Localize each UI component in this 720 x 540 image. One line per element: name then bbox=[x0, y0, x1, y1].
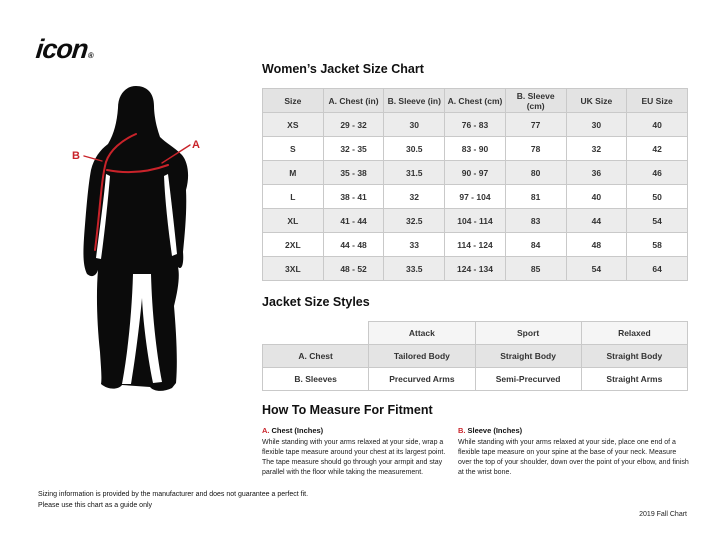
sleeve-instruction-text: While standing with your arms relaxed at your side, place one end of a flexible tape measure on your spine at the base of your neck. Measure over the top of your shoulder, down over the point of your elbow, and finish at the wrist bone. bbox=[458, 438, 689, 477]
size-styles-cell-0-1: Tailored Body bbox=[369, 345, 475, 368]
size-chart-cell-5-6: 58 bbox=[627, 233, 688, 257]
size-chart-cell-0-2: 30 bbox=[384, 113, 445, 137]
size-styles-column-header-0 bbox=[263, 322, 369, 345]
size-chart-cell-1-2: 30.5 bbox=[384, 137, 445, 161]
size-chart-cell-2-4: 80 bbox=[505, 161, 566, 185]
size-chart-cell-3-1: 38 - 41 bbox=[323, 185, 384, 209]
size-chart-cell-3-2: 32 bbox=[384, 185, 445, 209]
size-chart-column-header-6: EU Size bbox=[627, 89, 688, 113]
size-chart-cell-6-0: 3XL bbox=[263, 257, 324, 281]
chest-label-a: A bbox=[192, 139, 200, 151]
chart-version-label: 2019 Fall Chart bbox=[639, 511, 687, 518]
size-chart-cell-5-2: 33 bbox=[384, 233, 445, 257]
size-chart-row-2 bbox=[263, 161, 688, 185]
size-chart-cell-4-6: 54 bbox=[627, 209, 688, 233]
size-chart-cell-0-6: 40 bbox=[627, 113, 688, 137]
size-chart-column-header-4: B. Sleeve (cm) bbox=[505, 89, 566, 113]
size-styles-column-header-3: Relaxed bbox=[581, 322, 687, 345]
size-chart-cell-0-5: 30 bbox=[566, 113, 627, 137]
disclaimer-line-2: Please use this chart as a guide only bbox=[38, 501, 153, 509]
size-chart-column-header-0: Size bbox=[263, 89, 324, 113]
size-chart-cell-6-1: 48 - 52 bbox=[323, 257, 384, 281]
size-chart-cell-6-6: 64 bbox=[627, 257, 688, 281]
sleeve-label-b: B bbox=[72, 150, 80, 162]
size-chart-cell-6-4: 85 bbox=[505, 257, 566, 281]
size-styles-cell-0-0: A. Chest bbox=[263, 345, 369, 368]
chest-heading-text: Chest (Inches) bbox=[271, 426, 324, 435]
size-chart-cell-5-4: 84 bbox=[505, 233, 566, 257]
size-chart-cell-5-0: 2XL bbox=[263, 233, 324, 257]
size-chart-cell-2-5: 36 bbox=[566, 161, 627, 185]
size-chart-body bbox=[263, 113, 688, 281]
size-chart-cell-2-2: 31.5 bbox=[384, 161, 445, 185]
size-chart-cell-0-4: 77 bbox=[505, 113, 566, 137]
size-chart-row-6 bbox=[263, 257, 688, 281]
sleeve-letter: B. bbox=[458, 426, 466, 435]
disclaimer-line-1: Sizing information is provided by the manufacturer and does not guarantee a perfect fit. bbox=[38, 491, 309, 498]
size-styles-row-1 bbox=[263, 368, 688, 391]
size-styles-cell-1-3: Straight Arms bbox=[581, 368, 687, 391]
size-chart-cell-1-3: 83 - 90 bbox=[445, 137, 506, 161]
size-chart-column-header-3: A. Chest (cm) bbox=[445, 89, 506, 113]
chest-instruction-text: While standing with your arms relaxed at your side, wrap a flexible tape measure around your chest at its largest point. The tape measure should go through your armpit and stay parallel with the floor while taking the measurement. bbox=[262, 438, 446, 477]
size-styles-row-0 bbox=[263, 345, 688, 368]
female-silhouette-graphic bbox=[50, 62, 250, 402]
size-chart-cell-6-5: 54 bbox=[566, 257, 627, 281]
size-styles-cell-0-3: Straight Body bbox=[581, 345, 687, 368]
size-chart-cell-5-5: 48 bbox=[566, 233, 627, 257]
size-chart-cell-3-0: L bbox=[263, 185, 324, 209]
sizing-disclaimer bbox=[38, 490, 308, 511]
sleeve-measure-instructions bbox=[458, 426, 690, 478]
chest-measure-instructions bbox=[262, 426, 452, 478]
size-chart-row-1 bbox=[263, 137, 688, 161]
logo-text: icon bbox=[34, 34, 90, 64]
chest-letter: A. bbox=[262, 426, 270, 435]
size-chart-cell-6-3: 124 - 134 bbox=[445, 257, 506, 281]
size-chart-row-5 bbox=[263, 233, 688, 257]
size-chart-cell-4-5: 44 bbox=[566, 209, 627, 233]
sleeve-instruction-heading bbox=[458, 426, 690, 437]
size-chart-cell-2-6: 46 bbox=[627, 161, 688, 185]
size-styles-header-row bbox=[263, 322, 688, 345]
size-styles-cell-0-2: Straight Body bbox=[475, 345, 581, 368]
size-styles-title: Jacket Size Styles bbox=[262, 295, 370, 309]
registered-trademark: ® bbox=[87, 51, 94, 60]
size-chart-cell-1-1: 32 - 35 bbox=[323, 137, 384, 161]
size-chart-column-header-5: UK Size bbox=[566, 89, 627, 113]
size-chart-cell-1-6: 42 bbox=[627, 137, 688, 161]
size-chart-cell-2-3: 90 - 97 bbox=[445, 161, 506, 185]
measure-section-title: How To Measure For Fitment bbox=[262, 403, 433, 417]
size-chart-cell-4-2: 32.5 bbox=[384, 209, 445, 233]
size-chart-cell-0-1: 29 - 32 bbox=[323, 113, 384, 137]
size-chart-cell-3-4: 81 bbox=[505, 185, 566, 209]
size-chart-cell-4-1: 41 - 44 bbox=[323, 209, 384, 233]
size-styles-cell-1-0: B. Sleeves bbox=[263, 368, 369, 391]
size-chart-cell-3-5: 40 bbox=[566, 185, 627, 209]
size-chart-cell-1-4: 78 bbox=[505, 137, 566, 161]
size-chart-cell-0-3: 76 - 83 bbox=[445, 113, 506, 137]
size-chart-cell-0-0: XS bbox=[263, 113, 324, 137]
size-chart-cell-2-1: 35 - 38 bbox=[323, 161, 384, 185]
size-chart-cell-1-0: S bbox=[263, 137, 324, 161]
size-styles-table bbox=[262, 321, 688, 391]
size-chart-cell-2-0: M bbox=[263, 161, 324, 185]
size-chart-row-4 bbox=[263, 209, 688, 233]
size-styles-cell-1-1: Precurved Arms bbox=[369, 368, 475, 391]
size-styles-column-header-2: Sport bbox=[475, 322, 581, 345]
size-chart-header-row bbox=[263, 89, 688, 113]
size-chart-row-3 bbox=[263, 185, 688, 209]
sleeve-heading-text: Sleeve (Inches) bbox=[467, 426, 523, 435]
size-styles-column-header-1: Attack bbox=[369, 322, 475, 345]
size-chart-cell-4-4: 83 bbox=[505, 209, 566, 233]
chest-instruction-heading bbox=[262, 426, 452, 437]
size-chart-cell-1-5: 32 bbox=[566, 137, 627, 161]
size-chart-table bbox=[262, 88, 688, 281]
size-chart-title: Women’s Jacket Size Chart bbox=[262, 62, 424, 76]
size-chart-header bbox=[263, 89, 688, 113]
icon-brand-logo bbox=[34, 34, 95, 65]
size-chart-row-0 bbox=[263, 113, 688, 137]
size-chart-column-header-1: A. Chest (in) bbox=[323, 89, 384, 113]
size-chart-cell-5-1: 44 - 48 bbox=[323, 233, 384, 257]
size-styles-cell-1-2: Semi-Precurved bbox=[475, 368, 581, 391]
size-chart-column-header-2: B. Sleeve (in) bbox=[384, 89, 445, 113]
measurement-figure bbox=[50, 62, 250, 402]
size-styles-header bbox=[263, 322, 688, 345]
content-column bbox=[262, 0, 688, 540]
size-styles-body bbox=[263, 345, 688, 391]
size-chart-cell-4-0: XL bbox=[263, 209, 324, 233]
size-chart-cell-3-3: 97 - 104 bbox=[445, 185, 506, 209]
size-chart-cell-6-2: 33.5 bbox=[384, 257, 445, 281]
size-chart-cell-5-3: 114 - 124 bbox=[445, 233, 506, 257]
size-chart-cell-4-3: 104 - 114 bbox=[445, 209, 506, 233]
size-chart-cell-3-6: 50 bbox=[627, 185, 688, 209]
